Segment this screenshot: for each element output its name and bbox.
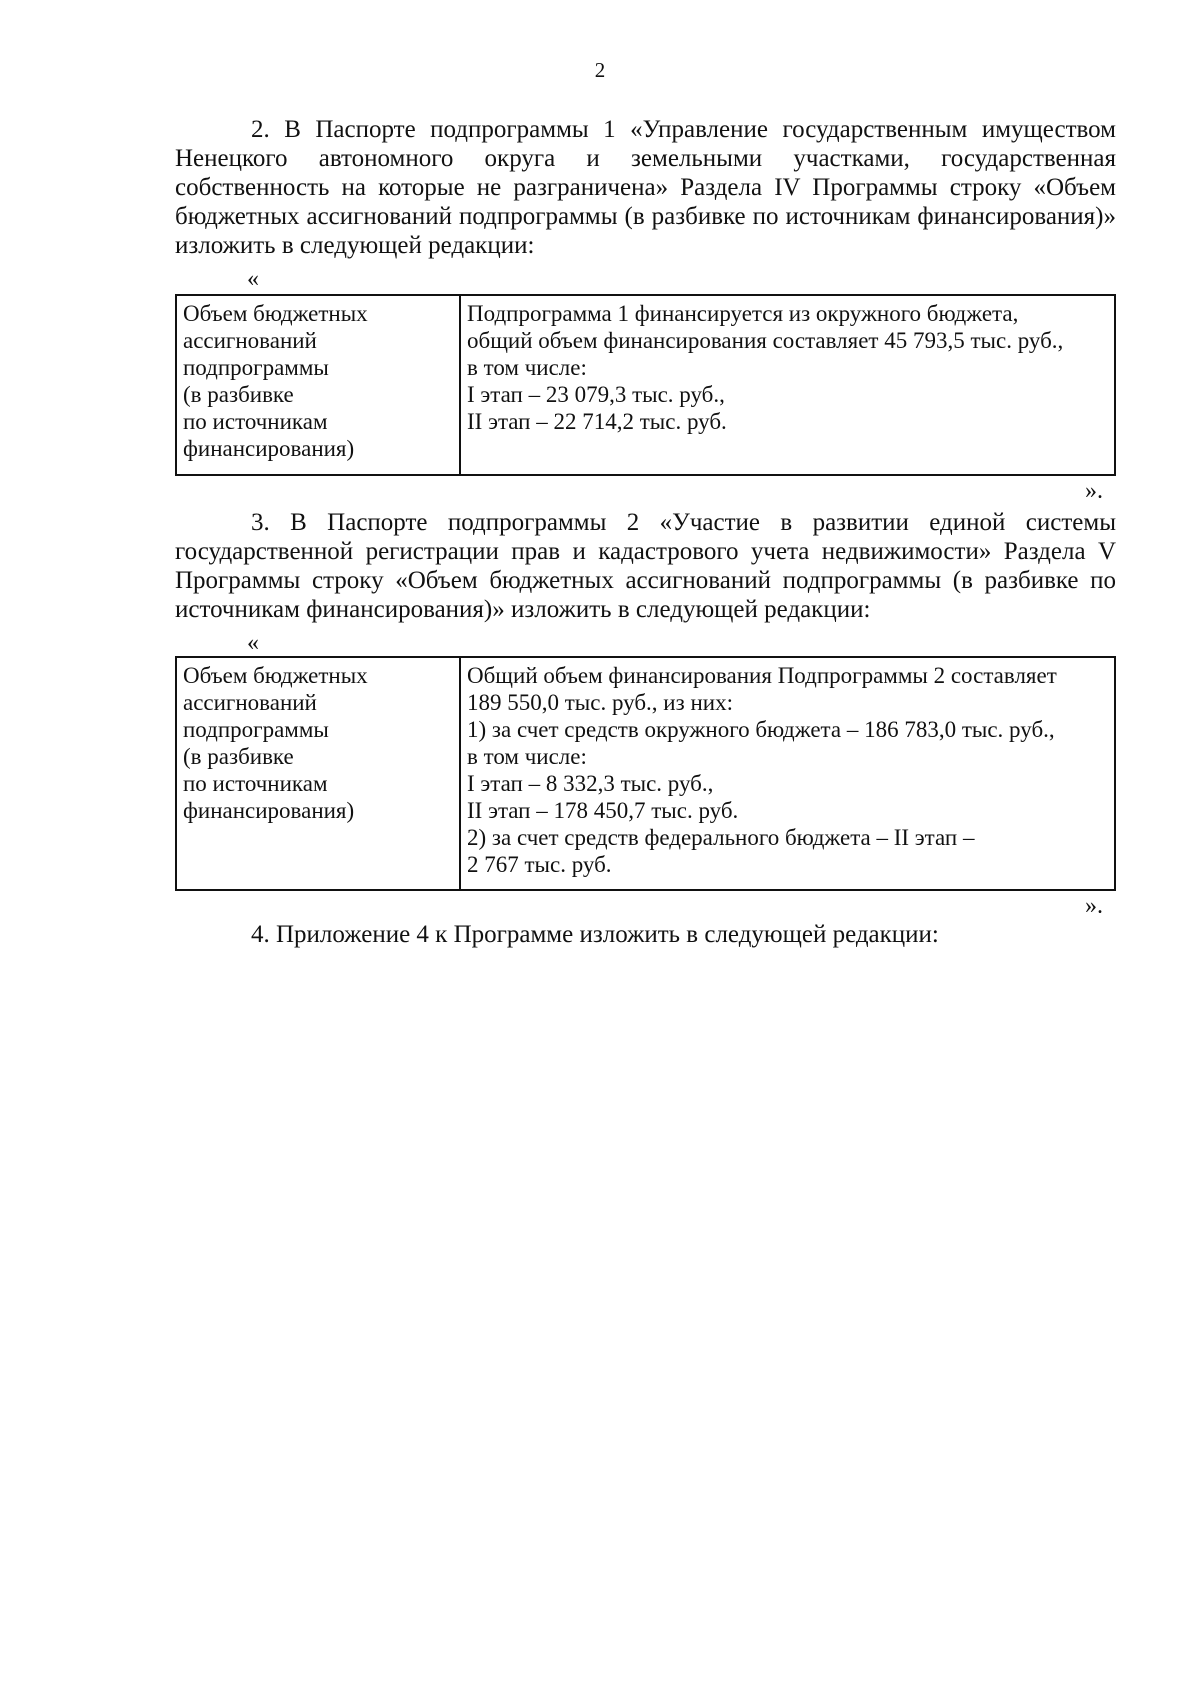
page-number: 2 [594,58,606,82]
row-label-line: Объем бюджетных [183,301,368,326]
section-2-open-quote: « [247,266,259,292]
table-row-value-cell [460,657,1115,890]
row-label-line: ассигнований [183,690,317,715]
row-label-line: (в разбивке [183,382,294,407]
row-value-line: в том числе: [467,355,587,380]
row-value-line: II этап – 178 450,7 тыс. руб. [467,798,739,823]
section-3-open-quote: « [247,630,259,656]
row-label-line: Объем бюджетных [183,663,368,688]
table-row-label-cell [176,657,460,890]
row-label-line: ассигнований [183,328,317,353]
section-4-paragraph: 4. Приложение 4 к Программе изложить в следующей редакции: [251,921,939,948]
section-3-passport-table [175,656,1116,891]
row-value-line: 189 550,0 тыс. руб., из них: [467,690,733,715]
section-2-passport-table [175,294,1116,476]
row-label-line: подпрограммы [183,355,329,380]
row-value-line: II этап – 22 714,2 тыс. руб. [467,409,727,434]
row-value-line: I этап – 23 079,3 тыс. руб., [467,382,725,407]
row-label-line: финансирования) [183,436,355,461]
row-value-line: Общий объем финансирования Подпрограммы 2 составляет [467,663,1057,688]
row-label-line: подпрограммы [183,717,329,742]
section-2-paragraph: 2. В Паспорте подпрограммы 1 «Управление государственным имуществом Ненецкого автономного округа и земельными участками, государственная собственность на которые не разграничена» Раздела IV Программы строку «Объем бюджетных ассигнований подпрограммы (в разбивке по источникам финансирования)» изложить в следующей редакции: [175,116,1116,259]
row-value-line: I этап – 8 332,3 тыс. руб., [467,771,714,796]
row-label-line: по источникам [183,771,328,796]
table-row [176,295,1115,475]
section-3-close-quote: ». [1085,893,1103,919]
row-value-line: Подпрограмма 1 финансируется из окружного бюджета, [467,301,1019,326]
row-label-line: по источникам [183,409,328,434]
table-row-value-cell [460,295,1115,475]
row-value-line: общий объем финансирования составляет 45 793,5 тыс. руб., [467,328,1064,353]
row-value-line: в том числе: [467,744,587,769]
table-row [176,657,1115,890]
row-value-line: 1) за счет средств окружного бюджета – 186 783,0 тыс. руб., [467,717,1055,742]
row-label-line: (в разбивке [183,744,294,769]
table-row-label-cell [176,295,460,475]
row-value-line: 2 767 тыс. руб. [467,852,612,877]
section-3-paragraph: 3. В Паспорте подпрограммы 2 «Участие в развитии единой системы государственной регистрации прав и кадастрового учета недвижимости» Раздела V Программы строку «Объем бюджетных ассигнований подпрограммы (в разбивке по источникам финансирования)» изложить в следующей редакции: [175,509,1116,623]
section-2-close-quote: ». [1085,478,1103,504]
row-label-line: финансирования) [183,798,355,823]
row-value-line: 2) за счет средств федерального бюджета – II этап – [467,825,975,850]
